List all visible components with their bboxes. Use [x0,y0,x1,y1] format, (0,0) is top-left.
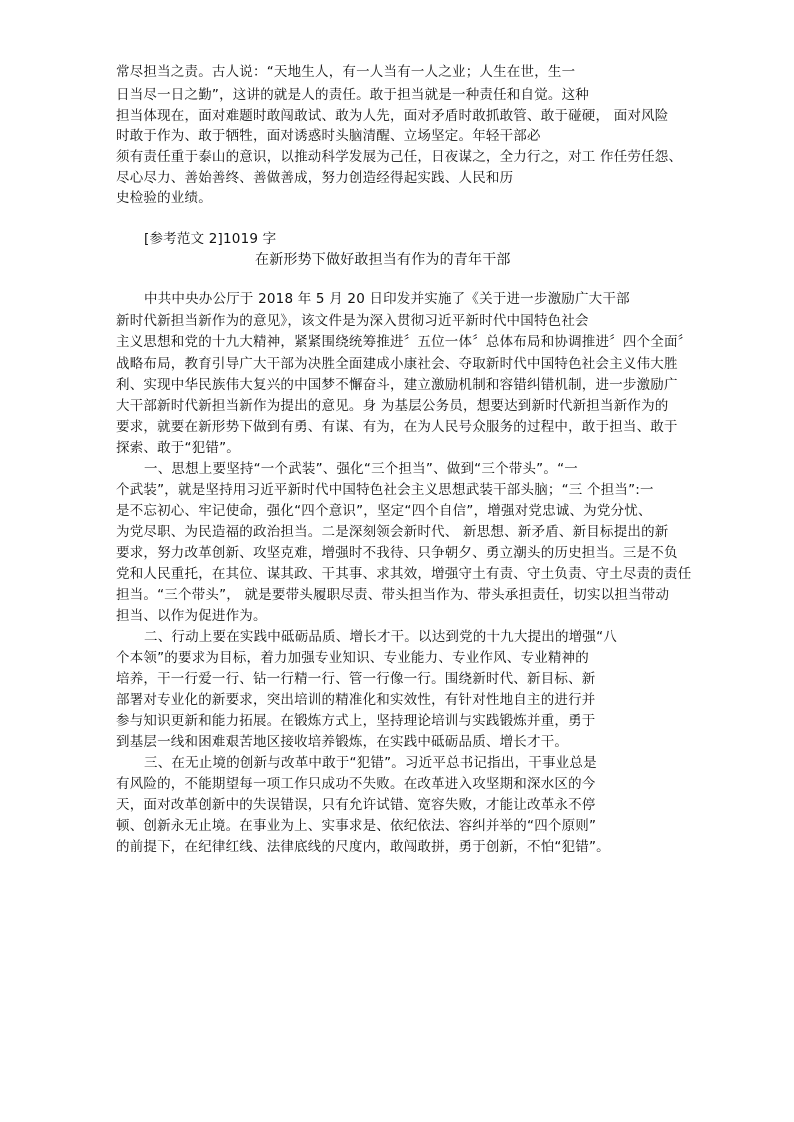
paragraph-line: 中共中央办公厅于 2018 年 5 月 20 日印发并实施了《关于进一步激励广大干部 [144,291,630,307]
paragraph-line: 大干部新时代新担当新作为提出的意见。身 为基层公务员，想要达到新时代新担当新作为的 [116,398,669,414]
paragraph-line: 史检验的业绩。 [116,190,212,206]
paragraph-line: 的前提下，在纪律红线、法律底线的尺度内，敢闯敢拼，勇于创新，不怕“犯错”。 [116,839,610,855]
paragraph-line: 顿、创新永无止境。在事业为上、实事求是、依纪依法、容纠并举的“四个原则” [116,818,597,834]
paragraph-line: 探索、敢于“犯错”。 [116,440,240,456]
reference-label: [参考范文 2]1019 字 [144,231,277,247]
paragraph-line: 尽心尽力、善始善终、善做善成，努力创造经得起实践、人民和历 [116,170,514,186]
essay-title: 在新形势下做好敢担当有作为的青年干部 [255,252,511,268]
paragraph-line: 一、思想上要坚持“一个武装”、强化“三个担当”、做到“三个带头”。“一 [144,461,578,477]
paragraph-line: 主义思想和党的十九大精神，紧紧围绕统筹推进〞五位一体〞总体布局和协调推进〞四个全面〞 [116,334,692,350]
paragraph-line: 担当。“三个带头”， 就是要带头履职尽责、带头担当作为、带头承担责任，切实以担当带动 [116,587,670,603]
paragraph-line: 三、在无止境的创新与改革中敢于“犯错”。习近平总书记指出，干事业总是 [144,755,597,771]
paragraph-line: 须有责任重于泰山的意识，以推动科学发展为己任，日夜谋之，全力行之，对工 作任劳任怨、 [116,149,683,165]
paragraph-line: 是不忘初心、牢记使命，强化“四个意识”，坚定“四个自信”，增强对党忠诚、为党分忧、 [116,503,652,519]
paragraph-line: 利、实现中华民族伟大复兴的中国梦不懈奋斗，建立激励机制和容错纠错机制，进一步激励广 [116,377,678,393]
paragraph-line: 担当、以作为促进作为。 [116,608,267,624]
paragraph-line: 新时代新担当新作为的意见》，该文件是为深入贯彻习近平新时代中国特色社会 [116,313,589,329]
paragraph-line: 有风险的，不能期望每一项工作只成功不失败。在改革进入攻坚期和深水区的今 [116,776,596,792]
paragraph-line: 常尽担当之责。古人说：“天地生人，有一人当有一人之业；人生在世，生一 [116,64,576,80]
paragraph-line: 参与知识更新和能力拓展。在锻炼方式上，坚持理论培训与实践锻炼并重，勇于 [116,713,596,729]
paragraph-line: 个武装”，就是坚持用习近平新时代中国特色社会主义思想武装干部头脑；“三 个担当”:一 [116,482,654,498]
paragraph-line: 党和人民重托，在其位、谋其政、干其事、求其效，增强守土有责、守土负责、守土尽责的责任 [116,566,692,582]
paragraph-line: 二、行动上要在实践中砥砺品质、增长才干。以达到党的十九大提出的增强“八 [144,629,617,645]
paragraph-line: 要求，就要在新形势下做到有勇、有谋、有为，在为人民号众服务的过程中，敢于担当、敢于 [116,419,678,435]
paragraph-line: 担当体现在，面对难题时敢闯敢试、敢为人先，面对矛盾时敢抓敢管、敢于碰硬， 面对风险 [116,108,669,124]
paragraph-line: 为党尽职、为民造福的政治担当。二是深刻领会新时代、 新思想、新矛盾、新目标提出的新 [116,524,669,540]
paragraph-line: 要求，努力改革创新、攻坚克难，增强时不我待、只争朝夕、勇立潮头的历史担当。三是不负 [116,545,678,561]
paragraph-line: 到基层一线和困难艰苦地区接收培养锻炼，在实践中砥砺品质、增长才干。 [116,734,569,750]
paragraph-line: 时敢于作为、敢于牺牲，面对诱惑时头脑清醒、立场坚定。年轻干部必 [116,128,541,144]
paragraph-line: 部署对专业化的新要求，突出培训的精准化和实效性，有针对性地自主的进行并 [116,692,596,708]
paragraph-line: 日当尽一日之勤”，这讲的就是人的责任。敢于担当就是一种责任和自觉。这种 [116,87,589,103]
paragraph-line: 战略布局，教育引导广大干部为决胜全面建成小康社会、夺取新时代中国特色社会主义伟大胜 [116,356,678,372]
paragraph-line: 培养，干一行爱一行、钻一行精一行、管一行像一行。围绕新时代、新目标、新 [116,671,596,687]
paragraph-line: 天，面对改革创新中的失误错误，只有允许试错、宽容失败，才能让改革永不停 [116,797,596,813]
paragraph-line: 个本领”的要求为目标，着力加强专业知识、专业能力、专业作风、专业精神的 [116,650,589,666]
